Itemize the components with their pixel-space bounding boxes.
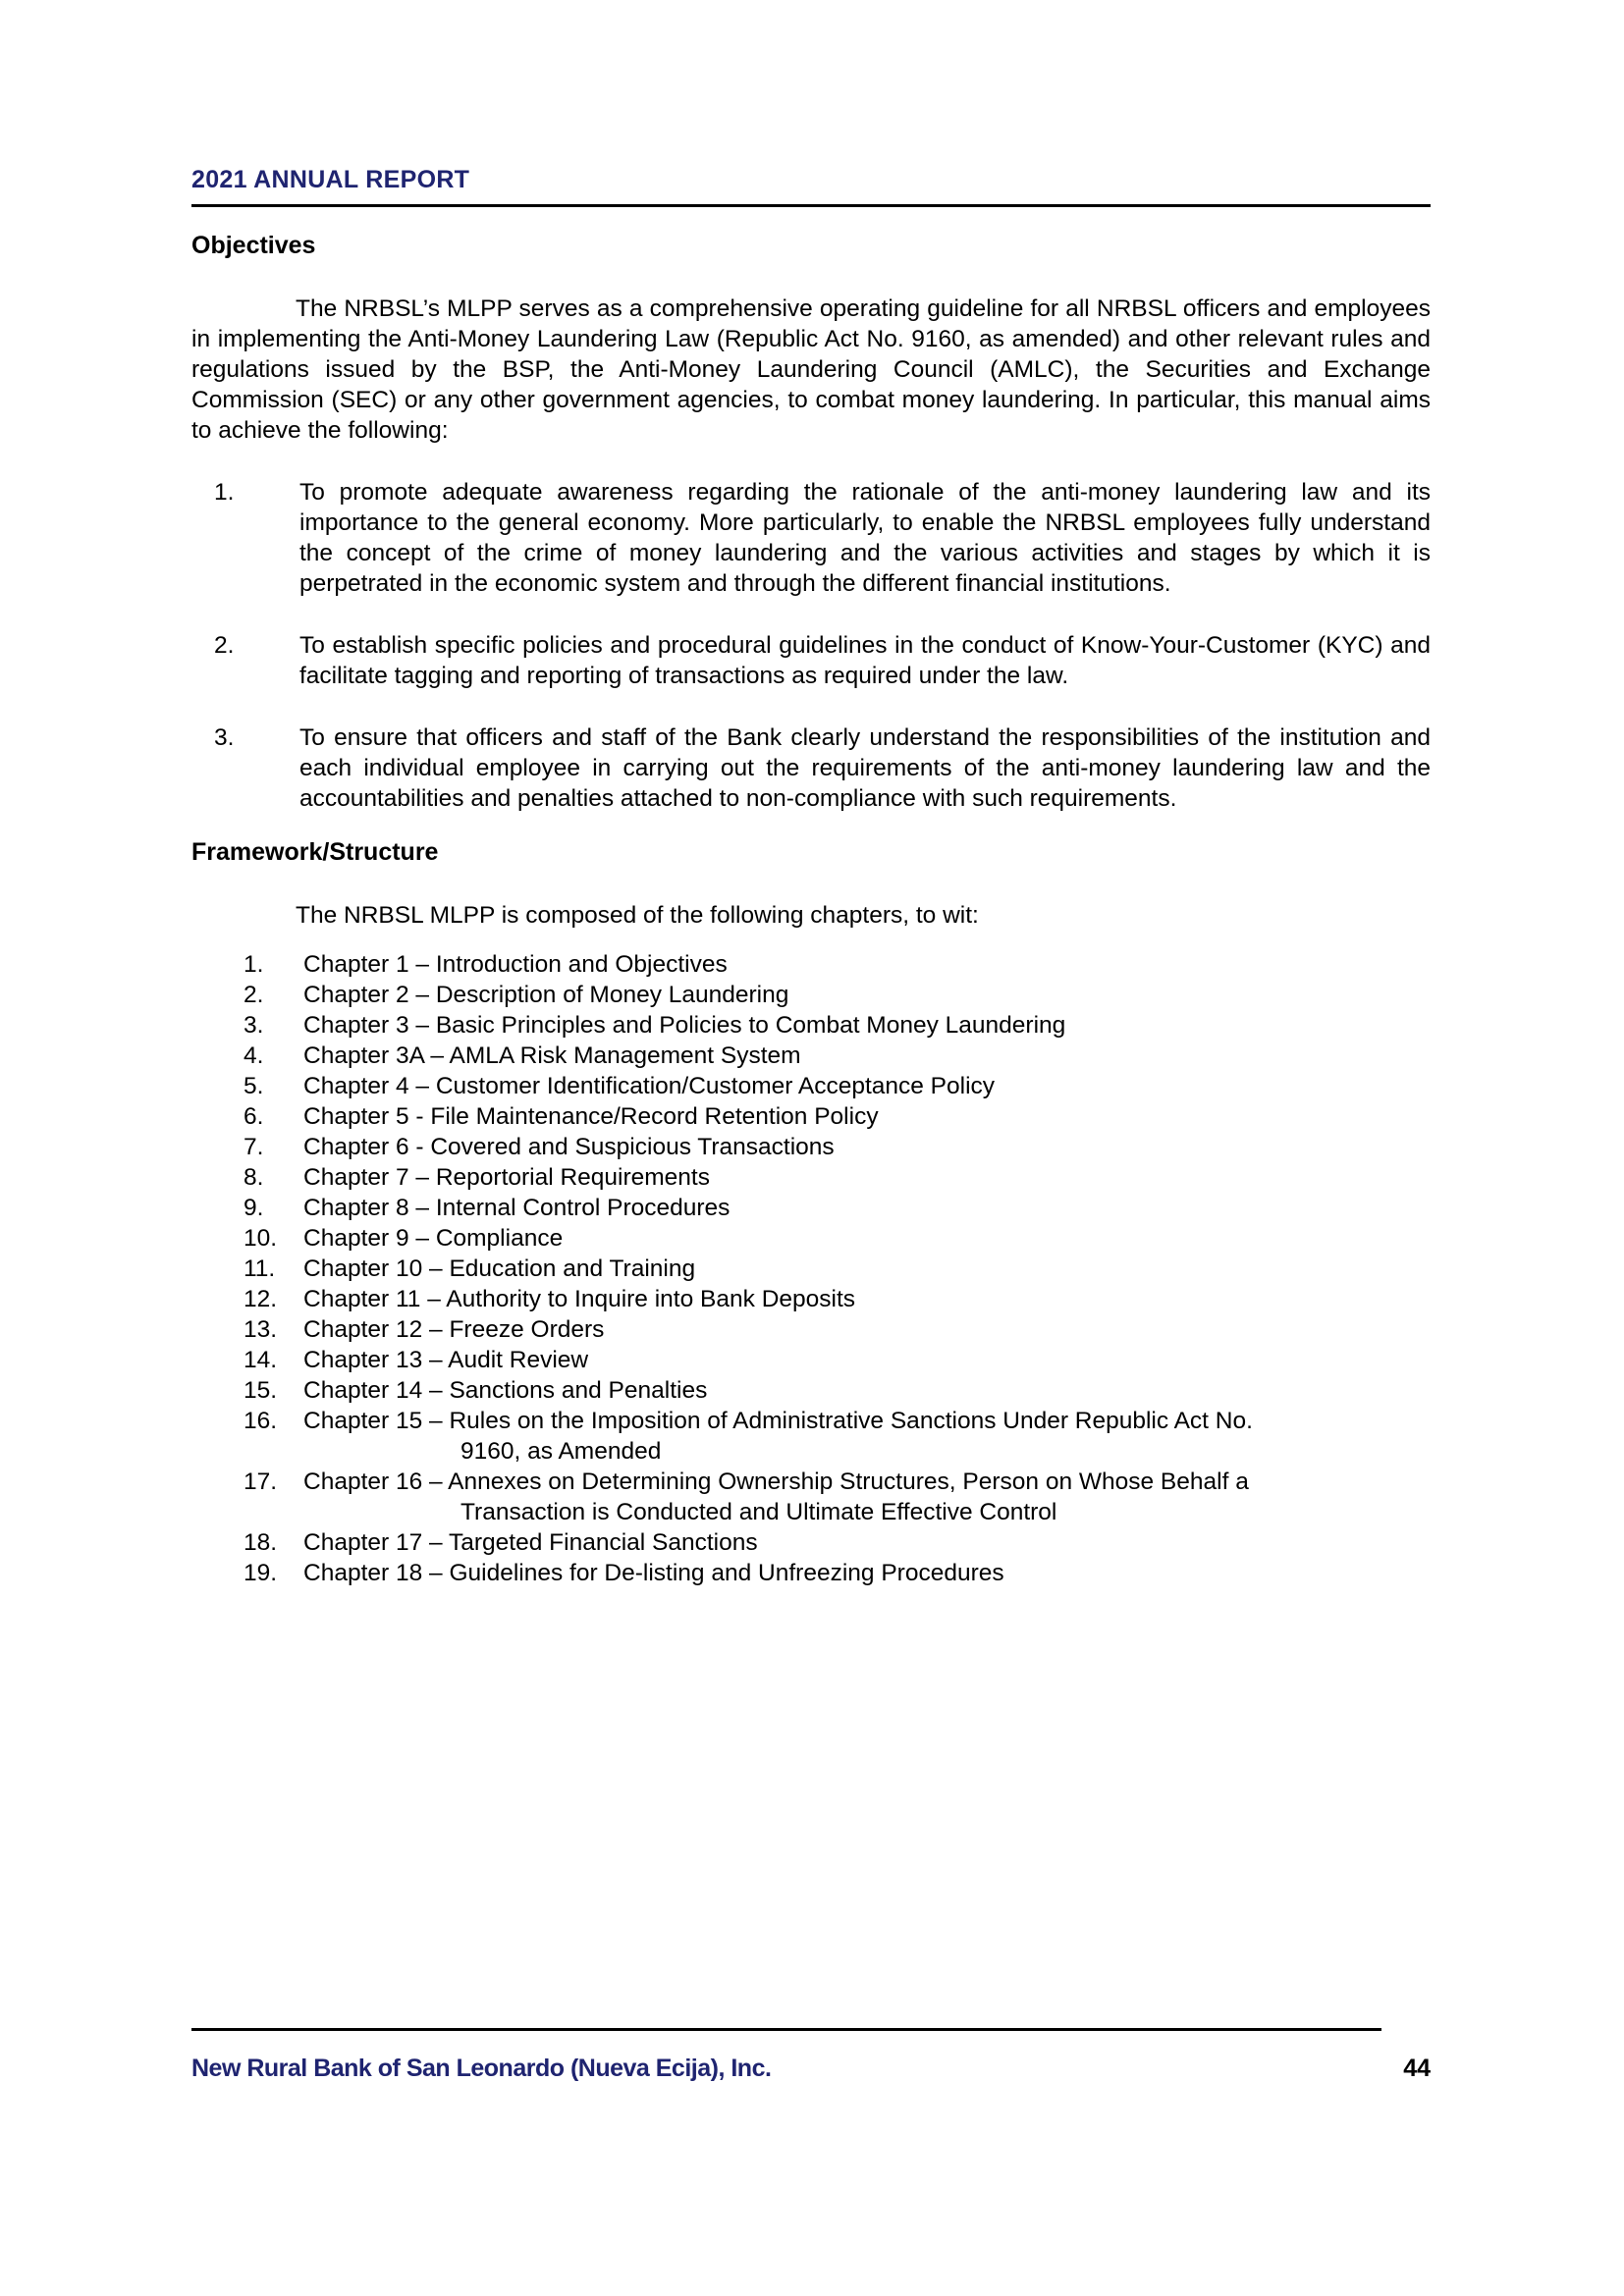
page-number: 44 xyxy=(1403,2055,1431,2082)
list-item-number: 4. xyxy=(244,1042,264,1069)
list-item-number: 1. xyxy=(244,951,264,978)
chapter-list-item xyxy=(191,1101,1431,1132)
framework-intro-paragraph: The NRBSL MLPP is composed of the following chapters, to wit: xyxy=(296,902,979,929)
report-title: 2021 ANNUAL REPORT xyxy=(191,166,470,193)
header-divider xyxy=(191,204,1431,207)
bank-name: New Rural Bank of San Leonardo (Nueva Ecija), Inc. xyxy=(191,2055,772,2082)
chapter-title-line1: Chapter 8 – Internal Control Procedures xyxy=(303,1195,731,1221)
chapter-list-item xyxy=(191,1193,1431,1223)
list-item-number: 16. xyxy=(244,1408,278,1434)
chapter-list-item xyxy=(191,1162,1431,1193)
chapter-list-item xyxy=(191,1223,1431,1254)
list-item-number: 7. xyxy=(244,1134,264,1160)
chapter-list-item xyxy=(191,980,1431,1010)
page-footer xyxy=(191,2028,1431,2083)
chapter-title xyxy=(303,1041,1431,1071)
list-item-number: 11. xyxy=(244,1255,276,1282)
objectives-list-item xyxy=(191,722,1431,814)
list-item-number: 18. xyxy=(244,1529,278,1556)
chapter-list-item xyxy=(191,1467,1431,1527)
chapter-title-line1: Chapter 13 – Audit Review xyxy=(303,1347,589,1373)
chapter-list-item xyxy=(191,1041,1431,1071)
chapter-list-item xyxy=(191,949,1431,980)
chapter-title xyxy=(303,980,1431,1010)
list-item-number: 3. xyxy=(214,724,235,751)
chapter-title-line1: Chapter 3A – AMLA Risk Management System xyxy=(303,1042,801,1069)
chapter-title-line1: Chapter 1 – Introduction and Objectives xyxy=(303,951,728,978)
chapter-title-line1: Chapter 11 – Authority to Inquire into Bank Deposits xyxy=(303,1286,856,1312)
chapter-title-line1: Chapter 14 – Sanctions and Penalties xyxy=(303,1377,708,1404)
chapter-title xyxy=(303,1193,1431,1223)
list-item-number: 8. xyxy=(244,1164,264,1191)
list-item-number: 9. xyxy=(244,1195,264,1221)
page-header xyxy=(191,165,1431,207)
chapter-title-line1: Chapter 7 – Reportorial Requirements xyxy=(303,1164,710,1191)
objectives-list xyxy=(191,477,1431,814)
framework-heading: Framework/Structure xyxy=(191,838,439,866)
chapter-title xyxy=(303,1284,1431,1314)
objectives-heading: Objectives xyxy=(191,232,316,259)
chapter-title xyxy=(303,1314,1431,1345)
list-item-text: To ensure that officers and staff of the Bank clearly understand the responsibilities of the institution and each individual employee in carrying out the requirements of the anti-money laundering law and the accountabilities and penalties attached to non-compliance with such requirements. xyxy=(299,724,1431,812)
list-item-number: 17. xyxy=(244,1468,278,1495)
footer-divider xyxy=(191,2028,1381,2031)
chapter-title-line1: Chapter 15 – Rules on the Imposition of Administrative Sanctions Under Republic Act No. xyxy=(303,1408,1253,1434)
chapter-list-item xyxy=(191,1345,1431,1375)
chapter-title xyxy=(303,1162,1431,1193)
list-item-number: 5. xyxy=(244,1073,264,1099)
list-item-number: 12. xyxy=(244,1286,278,1312)
chapter-list-item xyxy=(191,1406,1431,1467)
list-item-number: 13. xyxy=(244,1316,278,1343)
chapter-title-line1: Chapter 9 – Compliance xyxy=(303,1225,564,1252)
list-item-number: 1. xyxy=(214,479,235,506)
list-item-number: 2. xyxy=(244,982,264,1008)
list-item-text: To promote adequate awareness regarding the rationale of the anti-money laundering law and its importance to the general economy. More particularly, to enable the NRBSL employees fully understand the concept of the crime of money laundering and the various activities and stages by which it is perpetrated in the economic system and through the different financial institutions. xyxy=(299,479,1431,597)
footer-row xyxy=(191,2055,1431,2083)
chapter-title xyxy=(303,1527,1431,1558)
list-item-number: 3. xyxy=(244,1012,264,1039)
list-item-number: 15. xyxy=(244,1377,278,1404)
chapter-title xyxy=(303,1406,1431,1467)
section-objectives xyxy=(191,231,1431,814)
chapter-title xyxy=(303,1071,1431,1101)
chapter-title-line1: Chapter 4 – Customer Identification/Customer Acceptance Policy xyxy=(303,1073,996,1099)
chapter-title xyxy=(303,1223,1431,1254)
chapter-title xyxy=(303,1375,1431,1406)
section-framework xyxy=(191,837,1431,1588)
chapter-list-item xyxy=(191,1314,1431,1345)
chapter-title xyxy=(303,1132,1431,1162)
chapter-title xyxy=(303,1558,1431,1588)
list-item-text: To establish specific policies and procedural guidelines in the conduct of Know-Your-Customer (KYC) and facilitate tagging and reporting of transactions as required under the law. xyxy=(299,632,1431,689)
objectives-list-item xyxy=(191,630,1431,691)
list-item-number: 6. xyxy=(244,1103,264,1130)
chapter-title xyxy=(303,949,1431,980)
chapter-list-item xyxy=(191,1375,1431,1406)
chapter-list xyxy=(191,949,1431,1588)
chapter-list-item xyxy=(191,1527,1431,1558)
list-item-number: 2. xyxy=(214,632,235,659)
list-item-number: 19. xyxy=(244,1560,278,1586)
objectives-list-item xyxy=(191,477,1431,599)
chapter-list-item xyxy=(191,1010,1431,1041)
chapter-title xyxy=(303,1345,1431,1375)
chapter-list-item xyxy=(191,1284,1431,1314)
chapter-title-line1: Chapter 12 – Freeze Orders xyxy=(303,1316,605,1343)
chapter-title-line1: Chapter 5 - File Maintenance/Record Retention Policy xyxy=(303,1103,879,1130)
chapter-title-line1: Chapter 3 – Basic Principles and Policies to Combat Money Laundering xyxy=(303,1012,1066,1039)
chapter-title-line1: Chapter 10 – Education and Training xyxy=(303,1255,696,1282)
chapter-title-line2: 9160, as Amended xyxy=(460,1438,662,1465)
chapter-title xyxy=(303,1101,1431,1132)
chapter-title xyxy=(303,1010,1431,1041)
chapter-list-item xyxy=(191,1071,1431,1101)
chapter-list-item xyxy=(191,1558,1431,1588)
chapter-title xyxy=(303,1467,1431,1527)
chapter-title xyxy=(303,1254,1431,1284)
objectives-intro-paragraph: The NRBSL’s MLPP serves as a comprehensive operating guideline for all NRBSL officers and employees in implementing the Anti-Money Laundering Law (Republic Act No. 9160, as amended) and other relevant rules and regulations issued by the BSP, the Anti-Money Laundering Council (AMLC), the Securities and Exchange Commission (SEC) or any other government agencies, to combat money laundering. In particular, this manual aims to achieve the following: xyxy=(191,295,1431,444)
list-item-number: 14. xyxy=(244,1347,278,1373)
chapter-title-line1: Chapter 2 – Description of Money Laundering xyxy=(303,982,789,1008)
list-item-number: 10. xyxy=(244,1225,278,1252)
chapter-list-item xyxy=(191,1254,1431,1284)
chapter-title-line1: Chapter 18 – Guidelines for De-listing and Unfreezing Procedures xyxy=(303,1560,1004,1586)
chapter-title-line1: Chapter 17 – Targeted Financial Sanctions xyxy=(303,1529,758,1556)
chapter-list-item xyxy=(191,1132,1431,1162)
chapter-title-line2: Transaction is Conducted and Ultimate Effective Control xyxy=(460,1499,1057,1525)
chapter-title-line1: Chapter 6 - Covered and Suspicious Transactions xyxy=(303,1134,835,1160)
chapter-title-line1: Chapter 16 – Annexes on Determining Ownership Structures, Person on Whose Behalf a xyxy=(303,1468,1249,1495)
